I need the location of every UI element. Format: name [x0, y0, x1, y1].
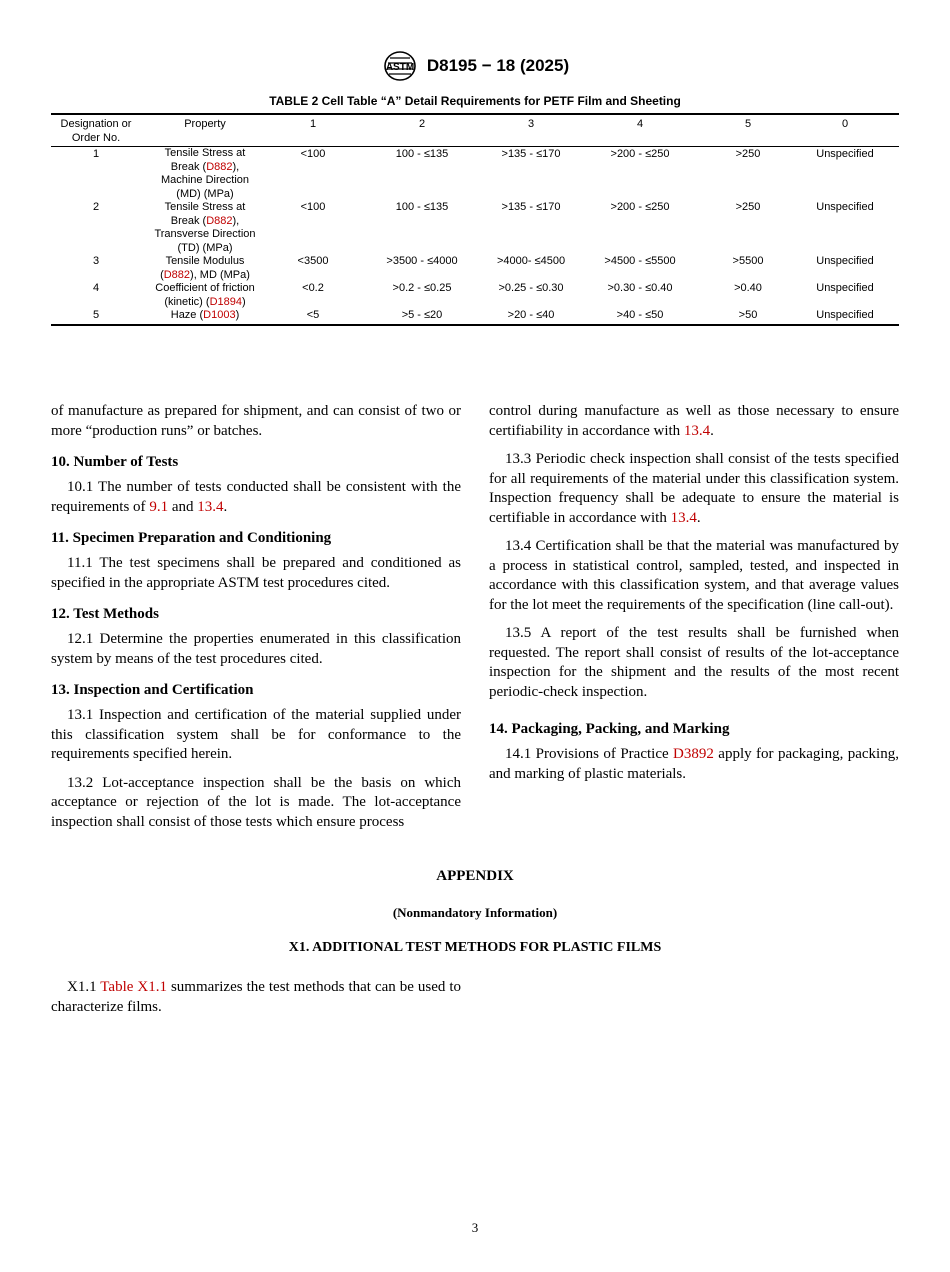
- value-cell: >200 - ≤250: [610, 148, 670, 160]
- property-cell: Coefficient of friction (kinetic) (D1894): [155, 282, 255, 308]
- value-cell: <100: [300, 201, 326, 213]
- value-cell: >5 - ≤20: [357, 309, 487, 325]
- table-header-cell: 5: [705, 114, 791, 147]
- appendix-x1-1-paragraph: X1.1 Table X1.1 summarizes the test methods that can be used to characterize films.: [51, 979, 462, 1015]
- table-header-cell: 0: [791, 114, 899, 147]
- value-cell: >40 - ≤50: [575, 309, 705, 325]
- order-cell: 4: [92, 282, 100, 294]
- continued-paragraph: control during manufacture as well as those necessary to ensure certifiability in accordance with 13.4.: [489, 403, 899, 439]
- table-row: [51, 201, 899, 255]
- astm-ref-link[interactable]: D882: [206, 214, 233, 227]
- table-caption: TABLE 2 Cell Table “A” Detail Requirements for PETF Film and Sheeting: [269, 94, 681, 108]
- table-header-cell: 4: [575, 114, 705, 147]
- value-cell: 100 - ≤135: [395, 201, 449, 213]
- value-cell: <3500: [297, 255, 329, 267]
- appendix-subtitle: (Nonmandatory Information): [392, 905, 558, 920]
- value-cell: >135 - ≤170: [501, 148, 561, 160]
- value-cell: >5500: [732, 255, 764, 267]
- section-11-heading: 11. Specimen Preparation and Conditioning: [51, 530, 332, 546]
- section-ref-link[interactable]: 13.4: [683, 422, 711, 439]
- value-cell: 100 - ≤135: [395, 148, 449, 160]
- value-cell: >3500 - ≤4000: [386, 255, 458, 267]
- value-cell: >200 - ≤250: [610, 201, 670, 213]
- value-cell: Unspecified: [816, 282, 874, 294]
- requirements-table: [51, 113, 899, 326]
- astm-ref-link[interactable]: D882: [163, 268, 191, 281]
- section-13-3-paragraph: 13.3 Periodic check inspection shall consist of the tests specified for all requirements of the material under this classification system. Inspection frequency shall be adequate to ensure the material is certifiable in accordance with 13.4.: [489, 451, 899, 526]
- section-14-heading: 14. Packaging, Packing, and Marking: [489, 721, 730, 737]
- value-cell: >20 - ≤40: [487, 309, 575, 325]
- value-cell: >250: [735, 201, 761, 213]
- designation-title: D8195 − 18 (2025): [426, 56, 570, 75]
- value-cell: Unspecified: [816, 255, 874, 267]
- appendix-x1-heading: X1. ADDITIONAL TEST METHODS FOR PLASTIC FILMS: [288, 940, 662, 955]
- table-header-cell: Property: [141, 114, 269, 147]
- value-cell: <5: [269, 309, 357, 325]
- table-ref-link[interactable]: Table X1.1: [100, 979, 167, 995]
- order-cell: 1: [92, 148, 100, 160]
- section-ref-link[interactable]: 13.4: [670, 509, 697, 526]
- order-cell: 3: [92, 255, 100, 267]
- table-header-cell: Designation or Order No.: [51, 114, 141, 147]
- value-cell: Unspecified: [791, 309, 899, 325]
- section-10-1-paragraph: 10.1 The number of tests conducted shall be consistent with the requirements of 9.1 and 13.4.: [51, 479, 461, 515]
- section-13-4-paragraph: 13.4 Certification shall be that the material was manufactured by a process in statistical control, sampled, tested, and inspected in accordance with this classification system, and that average values for the lot meet the requirements of the specification (line call-out).: [489, 538, 899, 613]
- page-header: [0, 50, 950, 87]
- order-cell: 2: [92, 201, 100, 213]
- value-cell: <0.2: [302, 282, 324, 294]
- section-12-heading: 12. Test Methods: [51, 606, 159, 622]
- astm-logo-icon: [381, 50, 419, 82]
- page-number: 3: [471, 1220, 479, 1235]
- astm-ref-link[interactable]: D882: [206, 160, 233, 173]
- property-cell: Tensile Modulus (D882), MD (MPa): [160, 255, 250, 281]
- table-header-row: [51, 114, 899, 147]
- table-row: [51, 309, 899, 325]
- section-13-2-paragraph: 13.2 Lot-acceptance inspection shall be the basis on which acceptance or rejection of the lot is made. The lot-acceptance inspection shall consist of those tests which ensure process: [51, 774, 461, 830]
- property-cell: Haze (D1003): [141, 309, 269, 325]
- table-row: [51, 282, 899, 309]
- value-cell: <100: [300, 148, 326, 160]
- table-row: [51, 255, 899, 282]
- section-ref-link[interactable]: 13.4: [197, 498, 224, 515]
- table-row: [51, 147, 899, 202]
- table-header-cell: 1: [269, 114, 357, 147]
- appendix-title: APPENDIX: [436, 868, 514, 884]
- section-ref-link[interactable]: 9.1: [149, 498, 169, 515]
- section-12-1-paragraph: 12.1 Determine the properties enumerated in this classification system by means of the test procedures cited.: [51, 631, 461, 667]
- continued-paragraph: of manufacture as prepared for shipment, and can consist of two or more “production runs” or batches.: [51, 403, 461, 439]
- right-text-column: [489, 402, 899, 793]
- section-10-heading: 10. Number of Tests: [51, 454, 179, 470]
- value-cell: >135 - ≤170: [501, 201, 561, 213]
- value-cell: >4000- ≤4500: [496, 255, 566, 267]
- property-cell: Tensile Stress at Break (D882), Machine Direction (MD) (MPa): [160, 147, 250, 200]
- section-14-1-paragraph: 14.1 Provisions of Practice D3892 apply for packaging, packing, and marking of plastic materials.: [489, 746, 899, 782]
- table-header-cell: 3: [487, 114, 575, 147]
- left-text-column: [51, 402, 461, 841]
- value-cell: >250: [735, 148, 761, 160]
- value-cell: Unspecified: [816, 148, 874, 160]
- order-cell: 5: [51, 309, 141, 325]
- value-cell: >50: [705, 309, 791, 325]
- astm-ref-link[interactable]: D1894: [209, 295, 242, 308]
- section-13-heading: 13. Inspection and Certification: [51, 682, 254, 698]
- svg-text:ASTM: ASTM: [385, 62, 415, 73]
- astm-ref-link[interactable]: D1003: [203, 309, 236, 321]
- value-cell: Unspecified: [816, 201, 874, 213]
- value-cell: >0.25 - ≤0.30: [498, 282, 564, 294]
- section-13-5-paragraph: 13.5 A report of the test results shall be furnished when requested. The report shall consist of results of the lot-acceptance inspection for the shipment and the results of the most recent periodic-check inspection.: [489, 625, 899, 700]
- value-cell: >0.40: [734, 282, 762, 294]
- section-11-1-paragraph: 11.1 The test specimens shall be prepared and conditioned as specified in the appropriate ASTM test procedures cited.: [51, 555, 461, 591]
- value-cell: >0.2 - ≤0.25: [392, 282, 452, 294]
- astm-ref-link[interactable]: D3892: [673, 746, 714, 762]
- table-header-cell: 2: [357, 114, 487, 147]
- property-cell: Tensile Stress at Break (D882), Transverse Direction (TD) (MPa): [154, 201, 256, 254]
- value-cell: >0.30 - ≤0.40: [607, 282, 673, 294]
- section-13-1-paragraph: 13.1 Inspection and certification of the material supplied under this classification system shall be for conformance to the requirements specified herein.: [51, 707, 461, 762]
- value-cell: >4500 - ≤5500: [604, 255, 676, 267]
